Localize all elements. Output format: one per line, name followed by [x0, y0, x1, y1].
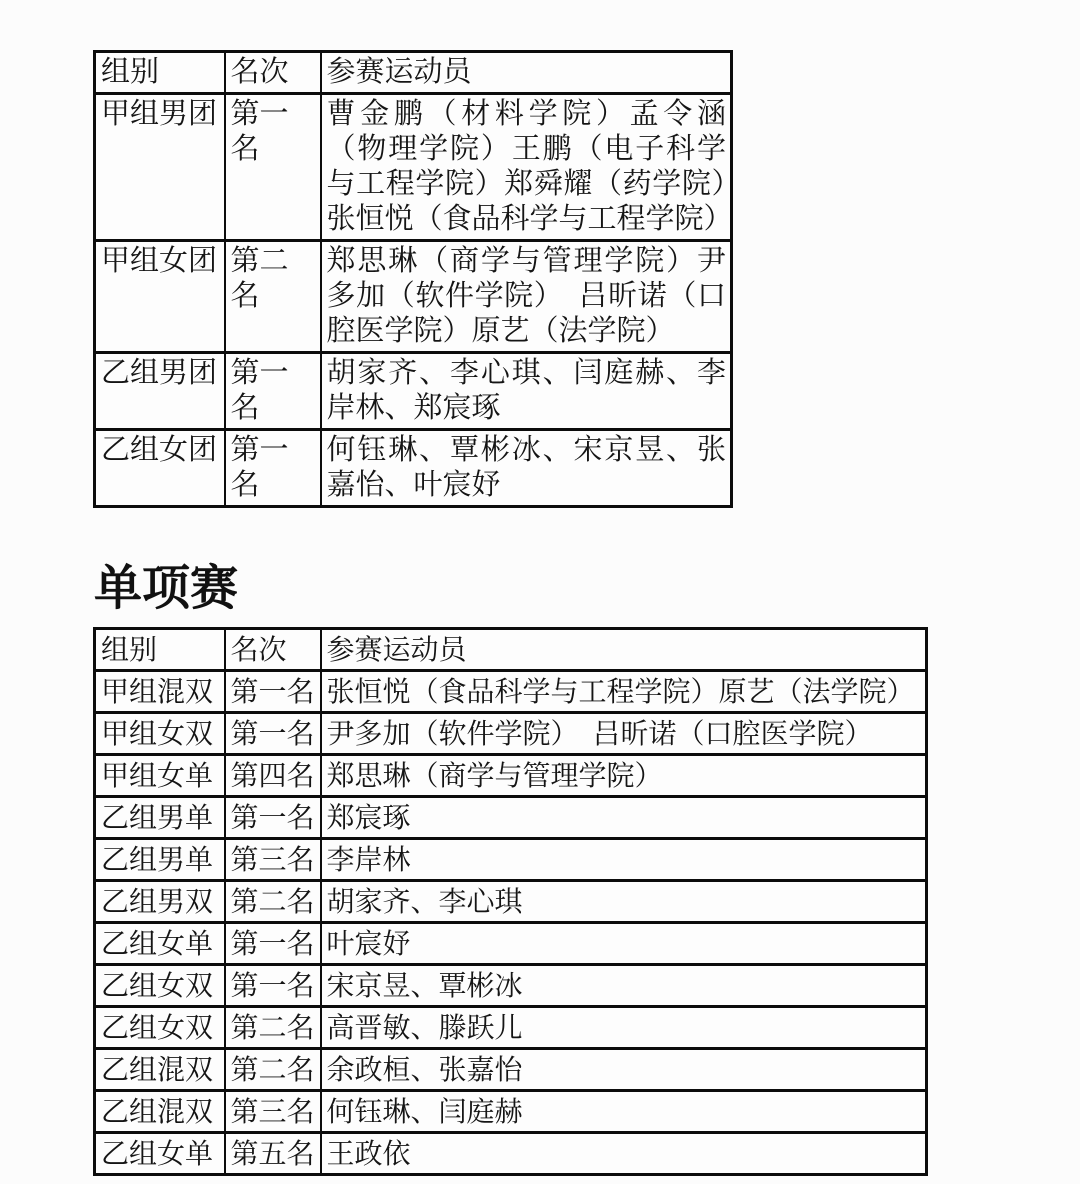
- individual-table-row: [95, 880, 927, 922]
- section-heading: 单项赛: [94, 562, 239, 615]
- individual-table-row: [95, 796, 927, 838]
- team-results-table: [93, 50, 733, 508]
- team-table-row: [95, 241, 732, 353]
- group-cell: 甲组男团: [95, 94, 225, 241]
- group-cell: 甲组女团: [95, 241, 225, 353]
- team-table-row: [95, 430, 732, 507]
- rank-cell: 第一名: [225, 712, 321, 754]
- athletes-cell: 曹金鹏（材料学院）孟令涵（物理学院）王鹏（电子科学与工程学院）郑舜耀（药学院）张恒悦（食品科学与工程学院）: [321, 94, 732, 241]
- column-header-athletes: 参赛运动员: [321, 628, 927, 670]
- individual-table-row: [95, 964, 927, 1006]
- athletes-cell: 叶宸妤: [321, 922, 927, 964]
- group-cell: 乙组男双: [95, 880, 225, 922]
- athletes-cell: 王政依: [321, 1132, 927, 1174]
- athletes-cell: 李岸林: [321, 838, 927, 880]
- rank-cell: 第二名: [225, 241, 321, 353]
- athletes-cell: 宋京昱、覃彬冰: [321, 964, 927, 1006]
- rank-cell: 第一名: [225, 94, 321, 241]
- rank-cell: 第三名: [225, 1090, 321, 1132]
- group-cell: 乙组混双: [95, 1048, 225, 1090]
- group-cell: 乙组女双: [95, 1006, 225, 1048]
- group-cell: 甲组女单: [95, 754, 225, 796]
- individual-results-table: [93, 627, 928, 1176]
- athletes-cell: 尹多加（软件学院） 吕昕诺（口腔医学院）: [321, 712, 927, 754]
- column-header-athletes: 参赛运动员: [321, 52, 732, 94]
- individual-table-row: [95, 838, 927, 880]
- team-table-row: [95, 94, 732, 241]
- individual-table-row: [95, 922, 927, 964]
- individual-table-row: [95, 1090, 927, 1132]
- rank-cell: 第二名: [225, 1048, 321, 1090]
- rank-cell: 第一名: [225, 796, 321, 838]
- individual-table-row: [95, 1006, 927, 1048]
- athletes-cell: 郑思琳（商学与管理学院）尹多加（软件学院） 吕昕诺（口腔医学院）原艺（法学院）: [321, 241, 732, 353]
- athletes-cell: 何钰琳、闫庭赫: [321, 1090, 927, 1132]
- individual-table-row: [95, 712, 927, 754]
- rank-cell: 第一名: [225, 964, 321, 1006]
- athletes-cell: 郑宸琢: [321, 796, 927, 838]
- group-cell: 乙组女双: [95, 964, 225, 1006]
- group-cell: 甲组混双: [95, 670, 225, 712]
- rank-cell: 第一名: [225, 430, 321, 507]
- group-cell: 甲组女双: [95, 712, 225, 754]
- athletes-cell: 张恒悦（食品科学与工程学院）原艺（法学院）: [321, 670, 927, 712]
- athletes-cell: 何钰琳、覃彬冰、宋京昱、张嘉怡、叶宸妤: [321, 430, 732, 507]
- column-header-group: 组别: [95, 52, 225, 94]
- athletes-cell: 胡家齐、李心琪、闫庭赫、李岸林、郑宸琢: [321, 353, 732, 430]
- column-header-rank: 名次: [225, 628, 321, 670]
- individual-table-row: [95, 670, 927, 712]
- rank-cell: 第四名: [225, 754, 321, 796]
- group-cell: 乙组男单: [95, 838, 225, 880]
- athletes-cell: 高晋敏、滕跃儿: [321, 1006, 927, 1048]
- individual-table-row: [95, 1048, 927, 1090]
- team-table-row: [95, 353, 732, 430]
- athletes-cell: 余政桓、张嘉怡: [321, 1048, 927, 1090]
- rank-cell: 第二名: [225, 880, 321, 922]
- group-cell: 乙组男团: [95, 353, 225, 430]
- group-cell: 乙组男单: [95, 796, 225, 838]
- athletes-cell: 胡家齐、李心琪: [321, 880, 927, 922]
- rank-cell: 第一名: [225, 353, 321, 430]
- individual-table-row: [95, 1132, 927, 1174]
- group-cell: 乙组女单: [95, 1132, 225, 1174]
- individual-table-header-row: [95, 628, 927, 670]
- rank-cell: 第一名: [225, 922, 321, 964]
- rank-cell: 第一名: [225, 670, 321, 712]
- group-cell: 乙组混双: [95, 1090, 225, 1132]
- team-table-header-row: [95, 52, 732, 94]
- individual-table-row: [95, 754, 927, 796]
- group-cell: 乙组女单: [95, 922, 225, 964]
- rank-cell: 第二名: [225, 1006, 321, 1048]
- athletes-cell: 郑思琳（商学与管理学院）: [321, 754, 927, 796]
- rank-cell: 第三名: [225, 838, 321, 880]
- column-header-group: 组别: [95, 628, 225, 670]
- column-header-rank: 名次: [225, 52, 321, 94]
- group-cell: 乙组女团: [95, 430, 225, 507]
- rank-cell: 第五名: [225, 1132, 321, 1174]
